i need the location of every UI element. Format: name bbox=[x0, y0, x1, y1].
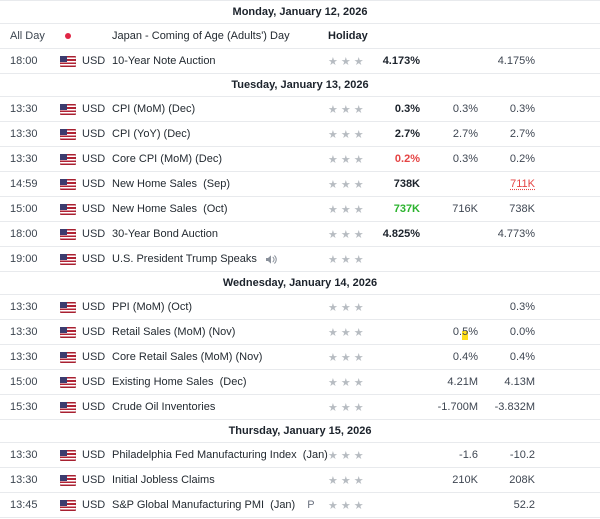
importance-stars: ★★★ bbox=[328, 128, 367, 141]
importance-cell bbox=[328, 474, 372, 487]
event-link[interactable]: Japan - Coming of Age (Adults') Day bbox=[112, 30, 290, 42]
event-cell bbox=[112, 449, 328, 461]
event-row[interactable] bbox=[0, 345, 600, 370]
event-row[interactable] bbox=[0, 97, 600, 122]
currency-cell bbox=[60, 401, 112, 413]
japan-flag bbox=[60, 31, 76, 42]
event-row[interactable] bbox=[0, 443, 600, 468]
event-row[interactable] bbox=[0, 247, 600, 272]
actual-value: 2.7% bbox=[394, 128, 420, 140]
currency-code: USD bbox=[82, 203, 106, 215]
event-row[interactable] bbox=[0, 295, 600, 320]
currency-code: USD bbox=[82, 449, 106, 461]
importance-stars: ★★★ bbox=[328, 203, 367, 216]
currency-code: USD bbox=[82, 499, 106, 511]
event-time: 13:30 bbox=[10, 153, 38, 165]
importance-stars: ★★★ bbox=[328, 55, 367, 68]
forecast-value: -1.700M bbox=[437, 401, 478, 413]
currency-code: USD bbox=[82, 376, 106, 388]
previous-value: 4.773% bbox=[497, 228, 535, 240]
currency-code: USD bbox=[82, 253, 106, 265]
event-link[interactable]: New Home Sales (Oct) bbox=[112, 203, 228, 215]
event-time: 18:00 bbox=[10, 55, 38, 67]
event-time: 18:00 bbox=[10, 228, 38, 240]
currency-cell bbox=[60, 351, 112, 363]
us-flag bbox=[60, 154, 76, 165]
event-link[interactable]: Existing Home Sales (Dec) bbox=[112, 376, 247, 388]
previous-value: 52.2 bbox=[513, 499, 535, 511]
currency-cell bbox=[60, 103, 112, 115]
currency-code: USD bbox=[82, 128, 106, 140]
importance-stars: ★★★ bbox=[328, 351, 367, 364]
forecast-value: 0.3% bbox=[452, 153, 478, 165]
event-cell bbox=[112, 474, 328, 486]
event-time: 13:30 bbox=[10, 128, 38, 140]
actual-value: 4.825% bbox=[382, 228, 420, 240]
event-row[interactable] bbox=[0, 395, 600, 420]
importance-stars: ★★★ bbox=[328, 301, 367, 314]
event-cell bbox=[112, 376, 328, 388]
currency-cell bbox=[60, 474, 112, 486]
currency-cell bbox=[60, 178, 112, 190]
event-cell bbox=[112, 203, 328, 215]
currency-code: USD bbox=[82, 178, 106, 190]
currency-cell bbox=[60, 128, 112, 140]
actual-value: 0.2% bbox=[394, 153, 420, 165]
importance-cell bbox=[328, 253, 372, 266]
forecast-value bbox=[420, 326, 478, 338]
us-flag bbox=[60, 377, 76, 388]
forecast-value: -1.6 bbox=[459, 449, 478, 461]
forecast-value: 0.4% bbox=[452, 351, 478, 363]
previous-value: 2.7% bbox=[509, 128, 535, 140]
event-time: 15:00 bbox=[10, 203, 38, 215]
event-time: 13:30 bbox=[10, 449, 38, 461]
event-cell bbox=[112, 55, 328, 67]
importance-cell bbox=[328, 351, 372, 364]
event-row[interactable] bbox=[0, 493, 600, 518]
us-flag bbox=[60, 450, 76, 461]
event-cell bbox=[112, 153, 328, 165]
previous-value: 0.3% bbox=[509, 103, 535, 115]
event-link[interactable]: U.S. President Trump Speaks bbox=[112, 253, 257, 265]
currency-code: USD bbox=[82, 474, 106, 486]
event-link[interactable]: CPI (MoM) (Dec) bbox=[112, 103, 196, 115]
forecast-value: 4.21M bbox=[447, 376, 478, 388]
previous-value: 208K bbox=[509, 474, 535, 486]
previous-value: 711K bbox=[510, 178, 535, 190]
event-cell bbox=[112, 30, 328, 42]
currency-cell bbox=[60, 203, 112, 215]
importance-cell bbox=[328, 203, 372, 216]
actual-value: 737K bbox=[393, 203, 420, 215]
importance-cell bbox=[328, 326, 372, 339]
currency-cell bbox=[60, 449, 112, 461]
event-row[interactable] bbox=[0, 24, 600, 49]
event-cell bbox=[112, 401, 328, 413]
event-time: 19:00 bbox=[10, 253, 38, 265]
event-row[interactable] bbox=[0, 172, 600, 197]
importance-cell bbox=[328, 449, 372, 462]
event-link[interactable]: Initial Jobless Claims bbox=[112, 474, 215, 486]
event-time: 13:30 bbox=[10, 326, 38, 338]
date-header: Monday, January 12, 2026 bbox=[0, 1, 600, 24]
previous-value: 4.175% bbox=[497, 55, 535, 67]
currency-cell bbox=[60, 31, 112, 42]
currency-cell bbox=[60, 228, 112, 240]
previous-value: -10.2 bbox=[509, 449, 535, 461]
importance-cell bbox=[328, 30, 372, 42]
importance-stars: ★★★ bbox=[328, 178, 367, 191]
event-row[interactable] bbox=[0, 197, 600, 222]
importance-cell bbox=[328, 103, 372, 116]
us-flag bbox=[60, 179, 76, 190]
event-cell bbox=[112, 499, 328, 511]
actual-value: 4.173% bbox=[382, 55, 420, 67]
forecast-value: 716K bbox=[452, 203, 478, 215]
previous-value: 0.2% bbox=[509, 153, 535, 165]
us-flag bbox=[60, 254, 76, 265]
event-link[interactable]: S&P Global Manufacturing PMI (Jan) bbox=[112, 499, 296, 511]
currency-cell bbox=[60, 326, 112, 338]
event-link[interactable]: 10-Year Note Auction bbox=[112, 55, 216, 67]
event-row[interactable] bbox=[0, 370, 600, 395]
importance-cell bbox=[328, 153, 372, 166]
event-cell bbox=[112, 326, 328, 338]
previous-value: 738K bbox=[509, 203, 535, 215]
importance-cell bbox=[328, 228, 372, 241]
event-time: 13:45 bbox=[10, 499, 38, 511]
currency-code: USD bbox=[82, 401, 106, 413]
currency-code: USD bbox=[82, 351, 106, 363]
event-row[interactable] bbox=[0, 122, 600, 147]
event-link[interactable]: CPI (YoY) (Dec) bbox=[112, 128, 191, 140]
event-link[interactable]: Philadelphia Fed Manufacturing Index (Jan) bbox=[112, 449, 328, 461]
importance-cell bbox=[328, 55, 372, 68]
event-cell bbox=[112, 228, 328, 240]
event-time: 14:59 bbox=[10, 178, 38, 190]
importance-stars: ★★★ bbox=[328, 153, 367, 166]
event-time: 13:30 bbox=[10, 103, 38, 115]
importance-stars: ★★★ bbox=[328, 474, 367, 487]
event-row[interactable] bbox=[0, 468, 600, 493]
event-time: 13:30 bbox=[10, 351, 38, 363]
us-flag bbox=[60, 204, 76, 215]
speaker-icon bbox=[265, 254, 277, 265]
previous-value: 0.0% bbox=[509, 326, 535, 338]
importance-cell bbox=[328, 499, 372, 512]
importance-stars: ★★★ bbox=[328, 326, 367, 339]
date-header: Tuesday, January 13, 2026 bbox=[0, 74, 600, 97]
currency-cell bbox=[60, 253, 112, 265]
us-flag bbox=[60, 475, 76, 486]
forecast-value: 0.3% bbox=[452, 103, 478, 115]
importance-stars: ★★★ bbox=[328, 228, 367, 241]
event-link[interactable]: Core Retail Sales (MoM) (Nov) bbox=[112, 351, 263, 363]
currency-code: USD bbox=[82, 301, 106, 313]
us-flag bbox=[60, 327, 76, 338]
importance-cell bbox=[328, 301, 372, 314]
forecast-text: % bbox=[468, 326, 478, 338]
us-flag bbox=[60, 129, 76, 140]
us-flag bbox=[60, 229, 76, 240]
us-flag bbox=[60, 56, 76, 67]
actual-value: 0.3% bbox=[394, 103, 420, 115]
currency-code: USD bbox=[82, 103, 106, 115]
event-cell bbox=[112, 128, 328, 140]
forecast-value: 210K bbox=[452, 474, 478, 486]
event-cell bbox=[112, 103, 328, 115]
event-row[interactable] bbox=[0, 147, 600, 172]
event-time: 13:30 bbox=[10, 474, 38, 486]
event-time: 15:30 bbox=[10, 401, 38, 413]
forecast-value: 2.7% bbox=[452, 128, 478, 140]
event-cell bbox=[112, 351, 328, 363]
us-flag bbox=[60, 352, 76, 363]
event-link[interactable]: PPI (MoM) (Oct) bbox=[112, 301, 193, 313]
importance-stars: ★★★ bbox=[328, 449, 367, 462]
event-time: 15:00 bbox=[10, 376, 38, 388]
event-row[interactable] bbox=[0, 222, 600, 247]
currency-cell bbox=[60, 499, 112, 511]
event-time: All Day bbox=[10, 30, 45, 42]
us-flag bbox=[60, 402, 76, 413]
event-link[interactable]: Core CPI (MoM) (Dec) bbox=[112, 153, 223, 165]
event-row[interactable] bbox=[0, 49, 600, 74]
currency-cell bbox=[60, 153, 112, 165]
previous-value: 0.3% bbox=[509, 301, 535, 313]
forecast-text: 0. bbox=[452, 326, 463, 338]
date-header: Wednesday, January 14, 2026 bbox=[0, 272, 600, 295]
currency-code: USD bbox=[82, 55, 106, 67]
importance-cell bbox=[328, 376, 372, 389]
importance-stars: ★★★ bbox=[328, 499, 367, 512]
currency-code: USD bbox=[82, 153, 106, 165]
currency-cell bbox=[60, 301, 112, 313]
event-link[interactable]: Crude Oil Inventories bbox=[112, 401, 216, 413]
importance-cell bbox=[328, 401, 372, 414]
event-cell bbox=[112, 178, 328, 190]
event-link[interactable]: 30-Year Bond Auction bbox=[112, 228, 219, 240]
us-flag bbox=[60, 500, 76, 511]
event-cell bbox=[112, 253, 328, 265]
event-link[interactable]: Retail Sales (MoM) (Nov) bbox=[112, 326, 236, 338]
actual-value: 738K bbox=[393, 178, 420, 190]
event-cell bbox=[112, 301, 328, 313]
importance-stars: ★★★ bbox=[328, 376, 367, 389]
preliminary-flag: P bbox=[307, 499, 315, 511]
importance-stars: ★★★ bbox=[328, 401, 367, 414]
currency-code: USD bbox=[82, 326, 106, 338]
event-link[interactable]: New Home Sales (Sep) bbox=[112, 178, 230, 190]
previous-value: 0.4% bbox=[509, 351, 535, 363]
us-flag bbox=[60, 104, 76, 115]
importance-stars: ★★★ bbox=[328, 253, 367, 266]
event-time: 13:30 bbox=[10, 301, 38, 313]
event-row[interactable] bbox=[0, 320, 600, 345]
currency-cell bbox=[60, 376, 112, 388]
currency-code: USD bbox=[82, 228, 106, 240]
importance-stars: ★★★ bbox=[328, 103, 367, 116]
importance-cell bbox=[328, 178, 372, 191]
currency-cell bbox=[60, 55, 112, 67]
date-header: Thursday, January 15, 2026 bbox=[0, 420, 600, 443]
previous-value: 4.13M bbox=[504, 376, 535, 388]
us-flag bbox=[60, 302, 76, 313]
previous-value: -3.832M bbox=[494, 401, 535, 413]
importance-cell bbox=[328, 128, 372, 141]
holiday-label: Holiday bbox=[328, 30, 368, 42]
forecast-highlight: 5 bbox=[462, 326, 469, 338]
